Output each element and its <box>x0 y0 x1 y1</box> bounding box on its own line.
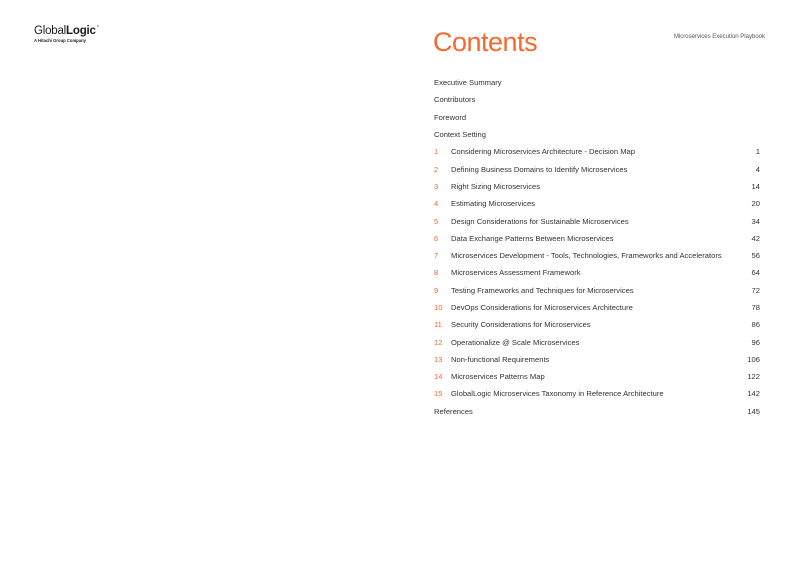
toc-chapter-label: Non-functional Requirements <box>451 354 550 364</box>
toc-entry-label: References <box>434 406 473 416</box>
toc-chapter-number: 8 <box>434 268 439 278</box>
toc-chapter-label: Considering Microservices Architecture - Decision Map <box>451 147 636 157</box>
toc-chapter-13[interactable] <box>434 351 760 368</box>
toc-chapter-number: 6 <box>434 233 439 243</box>
toc-chapter-7[interactable] <box>434 247 760 264</box>
toc-page-number: 20 <box>751 199 760 209</box>
logo-text-regular: Global <box>34 25 67 37</box>
toc-page-number: 64 <box>751 268 760 278</box>
toc-chapter-14[interactable] <box>434 368 760 385</box>
toc-entry-context-setting[interactable] <box>434 126 760 143</box>
toc-chapter-5[interactable] <box>434 212 760 229</box>
toc-page-number: 145 <box>747 406 760 416</box>
toc-entry-label: Executive Summary <box>434 78 502 88</box>
toc-chapter-6[interactable] <box>434 230 760 247</box>
toc-chapter-number: 11 <box>434 320 442 330</box>
toc-chapter-2[interactable] <box>434 160 760 177</box>
toc-chapter-9[interactable] <box>434 282 760 299</box>
toc-chapter-number: 3 <box>434 181 439 191</box>
toc-chapter-label: Estimating Microservices <box>451 199 535 209</box>
document-header-label: Microservices Execution Playbook <box>673 34 765 40</box>
toc-chapter-3[interactable] <box>434 178 760 195</box>
toc-chapter-label: DevOps Considerations for Microservices Architecture <box>451 303 633 312</box>
toc-page-number: 42 <box>751 233 760 243</box>
toc-entry-references[interactable] <box>434 403 760 420</box>
toc-page-number: 56 <box>751 251 760 261</box>
toc-chapter-label: Microservices Patterns Map <box>451 372 545 382</box>
toc-chapter-1[interactable] <box>434 143 760 160</box>
toc-page-number: 4 <box>755 164 760 174</box>
toc-chapter-label: Defining Business Domains to Identify Microservices <box>451 164 628 174</box>
logo-text-bold: Logic <box>66 25 96 37</box>
toc-chapter-number: 2 <box>434 164 439 174</box>
logo-tagline: A Hitachi Group Company <box>34 38 86 43</box>
toc-chapter-number: 9 <box>434 285 439 295</box>
toc-chapter-4[interactable] <box>434 195 760 212</box>
toc-chapter-label: Data Exchange Patterns Between Microservices <box>451 233 614 243</box>
toc-page-number: 14 <box>751 181 760 191</box>
toc-chapter-label: Right Sizing Microservices <box>451 181 541 191</box>
toc-page-number: 86 <box>751 320 760 330</box>
toc-chapter-11[interactable] <box>434 316 760 333</box>
toc-page-number: 122 <box>747 372 760 382</box>
toc-page-number: 78 <box>751 303 760 312</box>
toc-entry-label: Foreword <box>434 112 467 122</box>
toc-chapter-label: Design Considerations for Sustainable Microservices <box>451 216 629 226</box>
toc-page-number: 96 <box>751 337 760 347</box>
toc-page-number: 1 <box>755 147 760 157</box>
toc-chapter-8[interactable] <box>434 264 760 281</box>
toc-entry-contributors[interactable] <box>434 91 760 108</box>
toc-chapter-label: Operationalize @ Scale Microservices <box>451 337 580 347</box>
toc-chapter-number: 12 <box>434 337 443 347</box>
toc-chapter-number: 13 <box>434 354 443 364</box>
toc-chapter-number: 4 <box>434 199 439 209</box>
toc-page-number: 142 <box>747 389 760 399</box>
toc-chapter-label: GlobalLogic Microservices Taxonomy in Reference Architecture <box>451 389 664 399</box>
toc-chapter-number: 10 <box>434 303 443 312</box>
toc-chapter-label: Security Considerations for Microservices <box>451 320 591 330</box>
table-of-contents <box>434 74 760 420</box>
toc-chapter-label: Microservices Assessment Framework <box>451 268 581 278</box>
toc-entry-executive-summary[interactable] <box>434 74 760 91</box>
logo-wordmark <box>34 22 99 38</box>
toc-chapter-label: Microservices Development - Tools, Technologies, Frameworks and Accelerators <box>451 251 722 261</box>
toc-chapter-10[interactable] <box>434 299 760 316</box>
toc-chapter-number: 15 <box>434 389 443 399</box>
toc-chapter-number: 14 <box>434 372 443 382</box>
logo-mark: ° <box>96 25 99 31</box>
toc-chapter-label: Testing Frameworks and Techniques for Microservices <box>451 285 634 295</box>
toc-chapter-number: 5 <box>434 216 439 226</box>
toc-chapter-12[interactable] <box>434 333 760 350</box>
toc-chapter-15[interactable] <box>434 385 760 402</box>
toc-page-number: 72 <box>751 285 760 295</box>
toc-chapter-number: 1 <box>434 147 439 157</box>
toc-page-number: 34 <box>751 216 760 226</box>
brand-logo <box>34 22 99 43</box>
toc-entry-label: Contributors <box>434 95 476 105</box>
toc-entry-label: Context Setting <box>434 130 486 140</box>
toc-page-number: 106 <box>747 354 760 364</box>
page-title: Contents <box>433 27 538 57</box>
toc-chapter-number: 7 <box>434 251 439 261</box>
toc-entry-foreword[interactable] <box>434 109 760 126</box>
